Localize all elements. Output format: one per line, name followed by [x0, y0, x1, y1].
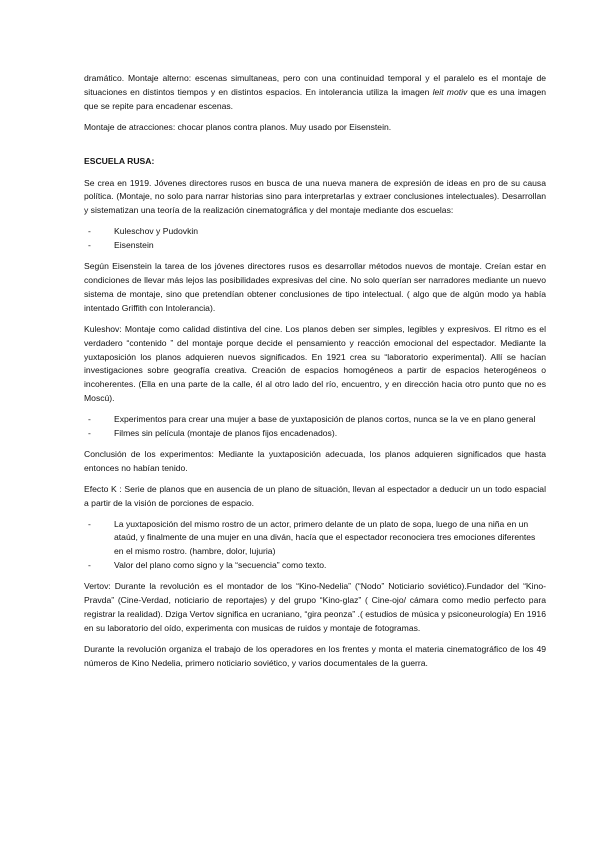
dash-bullet: - — [88, 226, 91, 237]
text-run: dramático. Montaje alterno: escenas simultaneas, pero con una continuidad temporal y el paralelo es el montaje de situaciones en distintos tiempos y en distintos espacios. En intolerancia utiliza la imagen — [84, 73, 546, 97]
list-item: - Eisenstein — [84, 239, 546, 253]
dash-bullet: - — [88, 518, 91, 529]
paragraph-eisenstein: Según Eisenstein la tarea de los jóvenes directores rusos es desarrollar métodos nuevos de montaje. Creían estar en condiciones de llevar más lejos las posibilidades expresivas del cine. No solo querían ser narradores mediante un nuevo sistema de montaje, sino que pretendían obtener conclusiones de tipo intelectual. ( algo que de algún modo ya había intentado Griffith con Intolerancia). — [84, 261, 546, 313]
paragraph-escuela-rusa-intro: Se crea en 1919. Jóvenes directores rusos en busca de una nueva manera de expresión de ideas en pro de su causa política. (Montaje, no solo para narrar historias sino para interpretarlas y extraer conclusiones intelectuales). Desarrollan y sistematizan una teoría de la realización cinematográfica y del montaje mediante dos escuelas: — [84, 177, 546, 216]
list-item: - Filmes sin película (montaje de planos fijos encadenados). — [84, 427, 546, 441]
paragraph-montaje-alterno — [84, 72, 546, 114]
list-item: - La yuxtaposición del mismo rostro de un actor, primero delante de un plato de sopa, luego de una niña en un ataúd, y finalmente de una mujer en una diván, hacía que el espectador reconociera tres emociones diferentes en el mismo rostro. (hambre, dolor, lujuria) — [88, 518, 536, 557]
text-run: que es una imagen que se repite para encadenar escenas. — [84, 86, 547, 111]
paragraph-revolucion: Durante la revolución organiza el trabajo de los operadores en los frentes y monta el materia cinematográfico de los 49 números de Kino Nedelia, primero noticiario soviético, y varios documentales de la guerra. — [84, 643, 546, 668]
paragraph-montaje-atracciones: Montaje de atracciones: chocar planos contra planos. Muy usado por Eisenstein. — [84, 121, 392, 132]
experiments-list — [84, 413, 546, 441]
dash-bullet: - — [88, 240, 91, 251]
leit-motiv-term: leit motiv — [432, 86, 468, 97]
paragraph-efecto-k: Efecto K : Serie de planos que en ausencia de un plano de situación, llevan al espectador a deducir un un todo espacial a partir de la visión de porciones de espacio. — [84, 483, 546, 508]
list-item: - Kuleschov y Pudovkin — [84, 225, 546, 239]
section-heading-escuela-rusa: ESCUELA RUSA: — [84, 155, 155, 166]
schools-list — [84, 225, 546, 253]
paragraph-kuleshov: Kuleshov: Montaje como calidad distintiva del cine. Los planos deben ser simples, legibles y expresivos. El ritmo es el verdadero “contenido ” del montaje porque decide el pensamiento y reacción emocional del espectador. Mediante la yuxtaposición los planos adquieren nuevos significados. En 1921 crea su “laboratorio experimental). Allí se hacían investigaciones sobre geografía creativa. Creación de espacios homogéneos a partir de espacios heterogéneos o incoherentes. (Ella en una parte de la calle, él al otro lado del río, encuentro, y en dirección hacia otro punto que no es Moscú). — [84, 323, 546, 404]
efecto-k-list — [84, 518, 546, 574]
dash-bullet: - — [88, 428, 91, 439]
list-item: - Valor del plano como signo y la “secuencia” como texto. — [84, 559, 546, 573]
paragraph-vertov: Vertov: Durante la revolución es el montador de los “Kino-Nedelia” (“Nodo” Noticiario soviético).Fundador del “Kino-Pravda” (Cine-Verdad, noticiario de reportajes) y del grupo “Kino-glaz” ( Cine-ojo/ cámara como medio perfecto para registrar la realidad). Dziga Vertov significa en ucraniano, “gira peonza” .( estudios de música y psiconeurología) En 1916 en su laboratorio del oído, experimenta con musicas de ruidos y montaje de fotogramas. — [84, 581, 546, 633]
dash-bullet: - — [88, 414, 91, 425]
paragraph-conclusion: Conclusión de los experimentos: Mediante la yuxtaposición adecuada, los planos adquieren significados que hasta entonces no habían tenido. — [84, 448, 546, 473]
dash-bullet: - — [88, 560, 91, 571]
list-item: - Experimentos para crear una mujer a base de yuxtaposición de planos cortos, nunca se la ve en plano general — [84, 413, 546, 427]
